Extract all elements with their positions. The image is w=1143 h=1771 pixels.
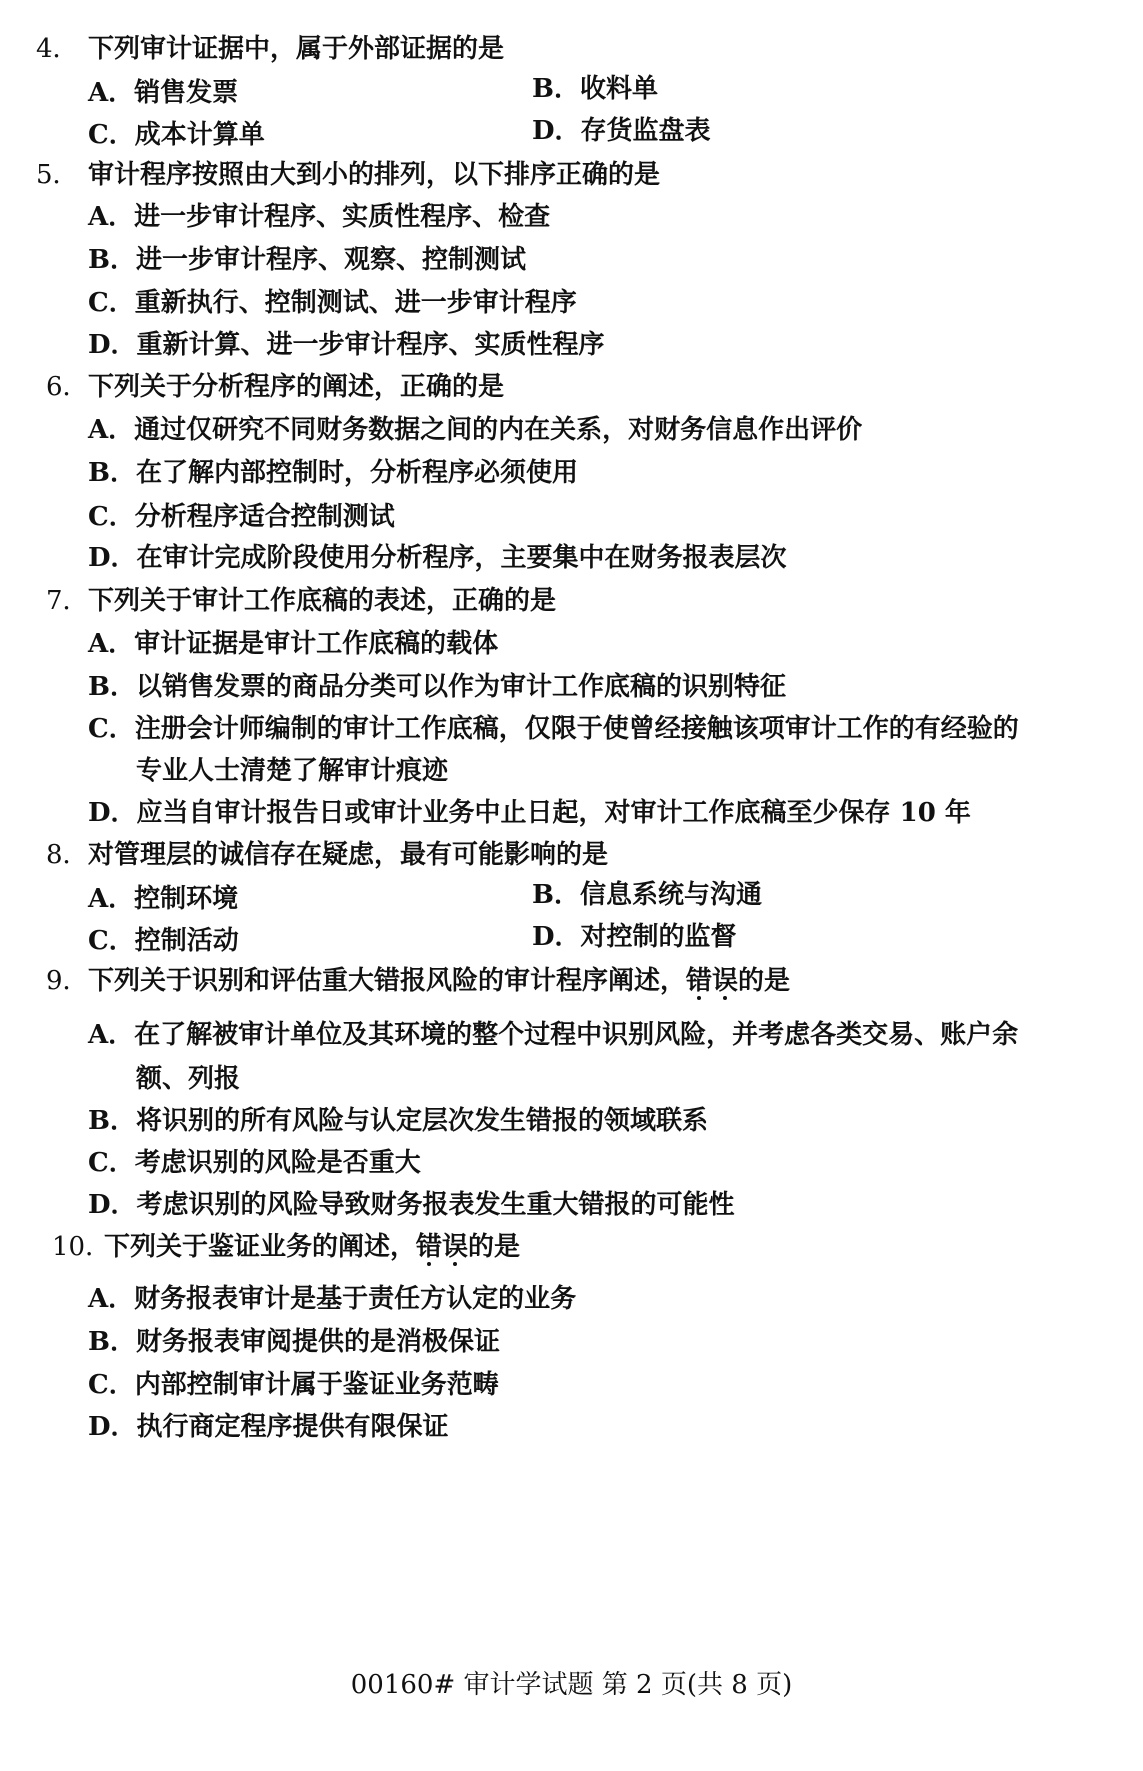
option-9a-continued: 额、列报 <box>136 1064 241 1094</box>
option-8b: B．信息系统与沟通 <box>532 880 762 910</box>
emphasis-word <box>416 1232 468 1262</box>
emphasis-dot <box>697 996 701 1000</box>
question-text-before: 下列关于识别和评估重大错报风险的审计程序阐述， <box>88 966 687 996</box>
option-8d: D．对控制的监督 <box>532 922 737 952</box>
option-4d: D．存货监盘表 <box>532 116 711 146</box>
option-7a: A．审计证据是审计工作底稿的载体 <box>88 629 499 659</box>
question-9 <box>46 964 790 998</box>
question-text: 审计程序按照由大到小的排列，以下排序正确的是 <box>88 160 661 190</box>
emphasis-dot <box>453 1262 457 1266</box>
question-number: 4． <box>36 34 79 64</box>
question-7 <box>46 584 556 618</box>
option-6a: A．通过仅研究不同财务数据之间的内在关系，对财务信息作出评价 <box>88 415 863 445</box>
question-number: 5． <box>36 160 79 190</box>
question-text: 下列关于分析程序的阐述，正确的是 <box>88 372 505 402</box>
question-text: 下列关于审计工作底稿的表述，正确的是 <box>88 586 557 616</box>
option-10d: D．执行商定程序提供有限保证 <box>88 1412 449 1442</box>
question-number: 6． <box>46 372 89 402</box>
option-10c: C．内部控制审计属于鉴证业务范畴 <box>88 1370 499 1400</box>
question-text-after: 的是 <box>738 966 791 996</box>
option-6d: D．在审计完成阶段使用分析程序，主要集中在财务报表层次 <box>88 543 787 573</box>
emphasis-text: 错误 <box>416 1232 469 1262</box>
option-4c: C．成本计算单 <box>88 120 265 150</box>
option-7c: C．注册会计师编制的审计工作底稿，仅限于使曾经接触该项审计工作的有经验的 <box>88 714 1019 744</box>
option-9c: C．考虑识别的风险是否重大 <box>88 1148 421 1178</box>
option-9d: D．考虑识别的风险导致财务报表发生重大错报的可能性 <box>88 1190 735 1220</box>
option-4a: A．销售发票 <box>88 78 239 108</box>
option-4b: B．收料单 <box>532 74 658 104</box>
emphasis-dot <box>427 1262 431 1266</box>
question-text-before: 下列关于鉴证业务的阐述， <box>104 1232 417 1262</box>
option-9b: B．将识别的所有风险与认定层次发生错报的领域联系 <box>88 1106 708 1136</box>
emphasis-text: 错误 <box>686 966 739 996</box>
question-text: 对管理层的诚信存在疑虑，最有可能影响的是 <box>88 840 609 870</box>
question-5 <box>36 158 660 192</box>
question-4 <box>36 32 504 66</box>
question-number: 7． <box>46 586 89 616</box>
option-7d: D．应当自审计报告日或审计业务中止日起，对审计工作底稿至少保存 10 年 <box>88 798 971 828</box>
page-footer: 00160# 审计学试题 第 2 页(共 8 页) <box>350 1670 793 1700</box>
option-6c: C．分析程序适合控制测试 <box>88 502 395 532</box>
option-7c-continued: 专业人士清楚了解审计痕迹 <box>136 756 449 786</box>
option-5c: C．重新执行、控制测试、进一步审计程序 <box>88 288 577 318</box>
emphasis-word <box>686 966 738 996</box>
question-8 <box>46 838 608 872</box>
question-text-after: 的是 <box>468 1232 521 1262</box>
question-number: 8． <box>46 840 89 870</box>
option-7b: B．以销售发票的商品分类可以作为审计工作底稿的识别特征 <box>88 672 786 702</box>
option-8c: C．控制活动 <box>88 926 239 956</box>
question-text: 下列审计证据中，属于外部证据的是 <box>88 34 505 64</box>
option-10a: A．财务报表审计是基于责任方认定的业务 <box>88 1284 577 1314</box>
option-10b: B．财务报表审阅提供的是消极保证 <box>88 1327 500 1357</box>
option-8a: A．控制环境 <box>88 884 239 914</box>
question-number: 10． <box>52 1232 112 1262</box>
question-6 <box>46 370 504 404</box>
option-5b: B．进一步审计程序、观察、控制测试 <box>88 245 526 275</box>
question-number: 9． <box>46 966 89 996</box>
option-5a: A．进一步审计程序、实质性程序、检查 <box>88 202 551 232</box>
emphasis-dot <box>723 996 727 1000</box>
option-5d: D．重新计算、进一步审计程序、实质性程序 <box>88 330 605 360</box>
option-6b: B．在了解内部控制时，分析程序必须使用 <box>88 458 578 488</box>
question-10 <box>52 1230 520 1264</box>
option-9a: A．在了解被审计单位及其环境的整个过程中识别风险，并考虑各类交易、账户余 <box>88 1020 1019 1050</box>
